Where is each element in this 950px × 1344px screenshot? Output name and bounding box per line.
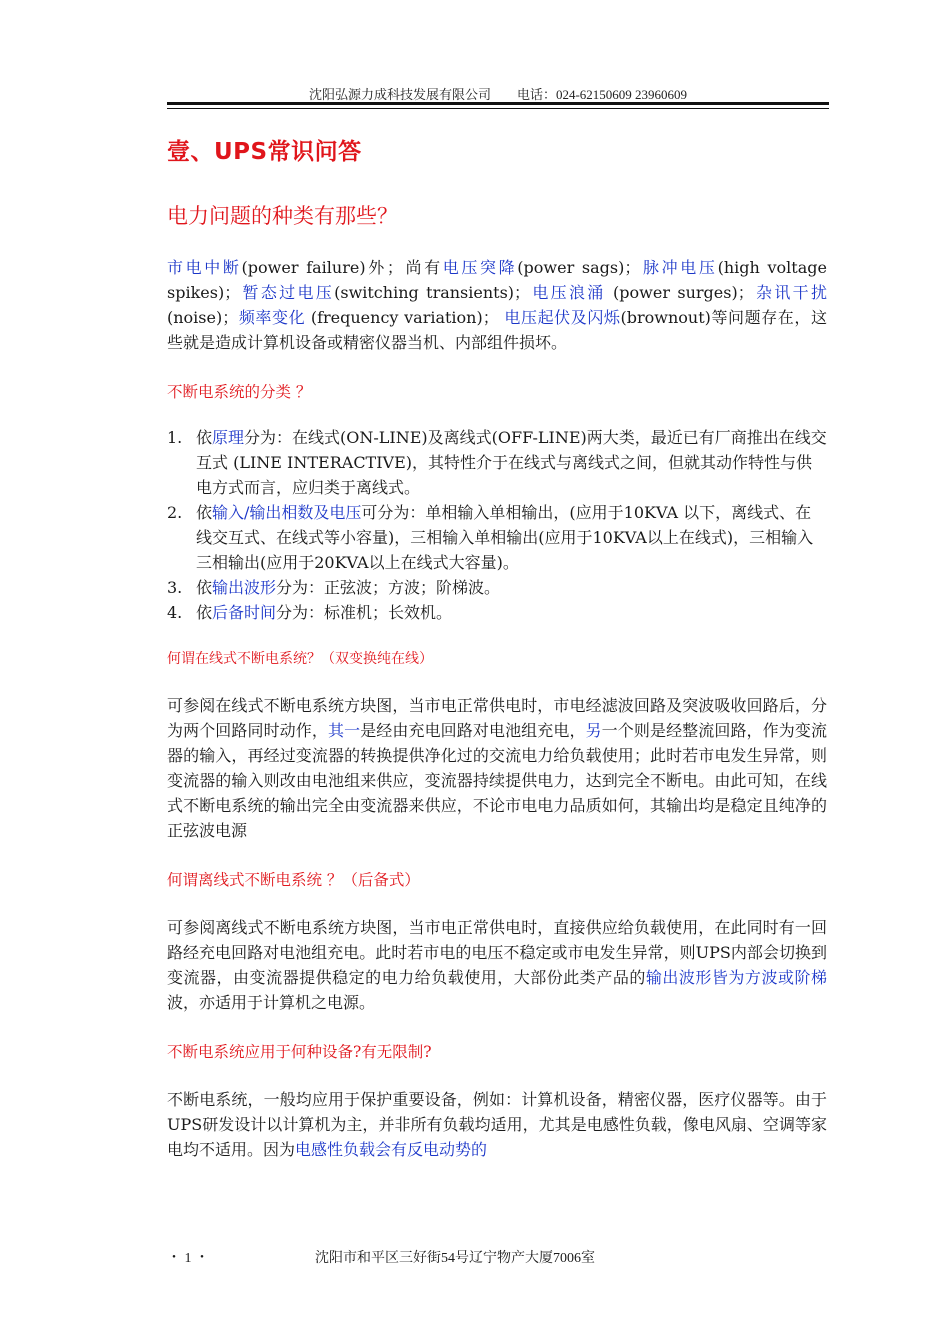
text-run: 依 (196, 578, 213, 597)
term-output-waveform: 输出波形 (212, 578, 277, 597)
text-run: 依 (196, 603, 213, 622)
section-heading-ups-classification: 不断电系统的分类 ？ (167, 383, 312, 401)
section-heading-offline-ups: 何谓离线式不断电系统 ？（后备式） (167, 871, 420, 889)
header-phone: 电话：024-62150609 23960609 (516, 87, 688, 102)
list-item (167, 500, 827, 575)
text-run: 一个则是经整流回路，作为变流器的输入，再经过变流器的转换提供净化过的交流电力给负载使用；此时若市电发生异常，则变流器的输入则改由电池组来供应，变流器持续提供电力，达到完全不断电。由此可知，在线式不断电系统的输出完全由变流器来供应，不论市电电力品质如何，其输出均是稳定且纯净的正弦波电源 (167, 721, 827, 840)
paragraph-online-ups (167, 693, 827, 843)
text-run: (power surges)； (605, 283, 754, 302)
text-run: (power sags)； (517, 258, 641, 277)
page-number: ・ 1 ・ (167, 1251, 209, 1266)
term-first: 其一 (327, 721, 361, 740)
list-number: 1. (167, 428, 183, 447)
list-number: 4. (167, 603, 183, 622)
term-power-sags: 电压突降 (442, 258, 518, 277)
footer-address: 沈阳市和平区三好街54号辽宁物产大厦7006室 (315, 1251, 595, 1266)
term-backup-time: 后备时间 (212, 603, 277, 622)
list-item (167, 425, 827, 500)
text-run: (noise)； (167, 308, 239, 327)
term-transients: 暂态过电压 (240, 283, 335, 302)
term-inductive-load: 电感性负载会有反电动势的 (295, 1140, 488, 1159)
paragraph-offline-ups (167, 915, 827, 1015)
list-item (167, 600, 827, 625)
term-frequency: 频率变化 (238, 308, 306, 327)
term-other: 另 (585, 721, 602, 740)
section-heading-power-problems: 电力问题的种类有那些？ (167, 204, 398, 228)
document-title: 壹、UPS常识问答 (167, 139, 362, 165)
header-company: 沈阳弘源力成科技发展有限公司 (308, 87, 491, 102)
document-body (167, 130, 827, 1162)
text-run: (high voltage spikes)； (167, 258, 827, 302)
text-run: 可分为：单相输入单相输出，(应用于10KVA 以下，离线式、在线交互式、在线式等小容量)，三相输入单相输出(应用于10KVA以上在线式)，三相输入三相输出(应用于20KVA以上在线式大容量)。 (196, 503, 814, 572)
header-rule-thin (167, 108, 829, 109)
text-run: (frequency variation)； (305, 308, 505, 327)
term-principle: 原理 (212, 428, 245, 447)
text-run: 分为：正弦波；方波；阶梯波。 (276, 578, 501, 597)
paragraph-ups-application (167, 1087, 827, 1162)
list-item (167, 575, 827, 600)
term-phase-voltage: 输入/输出相数及电压 (212, 503, 362, 522)
classification-list (167, 425, 827, 625)
text-run: 分为：标准机；长效机。 (276, 603, 453, 622)
text-run: 是经由充电回路对电池组充电， (360, 721, 586, 740)
term-brownout: 电压起伏及闪烁 (504, 308, 621, 327)
text-run: (brownout)等问题存在，这些就是造成计算机设备或精密仪器当机、内部组件损坏。 (167, 308, 827, 352)
text-run: (power failure)外；尚有 (241, 258, 443, 277)
term-output-waveform-square: 输出波形皆为方波或阶梯 (645, 968, 827, 987)
list-number: 3. (167, 578, 183, 597)
term-noise: 杂讯干扰 (753, 283, 827, 302)
section-heading-online-ups: 何谓在线式不断电系统？（双变换纯在线） (167, 651, 433, 667)
text-run: (switching transients)； (334, 283, 531, 302)
text-run: 不断电系统，一般均应用于保护重要设备，例如：计算机设备，精密仪器，医疗仪器等。由于UPS研发设计以计算机为主，并非所有负载均适用，尤其是电感性负载，像电风扇、空调等家电均不适用。因为 (167, 1090, 827, 1159)
text-run: 依 (196, 428, 213, 447)
section-heading-ups-application: 不断电系统应用于何种设备?有无限制? (167, 1043, 432, 1061)
text-run: 分为：在线式(ON-LINE)及离线式(OFF-LINE)两大类，最近已有厂商推出在线交互式 (LINE INTERACTIVE)，其特性介于在线式与离线式之间，但就其动作特性与供电方式而言，应归类于离线式。 (196, 428, 827, 497)
term-spikes: 脉冲电压 (640, 258, 718, 277)
term-power-failure: 市电中断 (167, 258, 242, 277)
term-surges: 电压浪涌 (530, 283, 606, 302)
text-run: 可参阅在线式不断电系统方块图，当市电正常供电时，市电经滤波回路及突波吸收回路后，分为两个回路同时动作， (167, 696, 827, 740)
paragraph-power-problems (167, 255, 827, 355)
text-run: 波，亦适用于计算机之电源。 (167, 993, 376, 1012)
text-run: 依 (196, 503, 213, 522)
page-header (167, 84, 829, 103)
text-run: 可参阅离线式不断电系统方块图，当市电正常供电时，直接供应给负载使用，在此同时有一回路经充电回路对电池组充电。此时若市电的电压不稳定或市电发生异常，则UPS内部会切换到变流器，由变流器提供稳定的电力给负载使用，大部份此类产品的 (167, 918, 827, 987)
header-rule-thick (167, 102, 829, 105)
list-number: 2. (167, 503, 183, 522)
